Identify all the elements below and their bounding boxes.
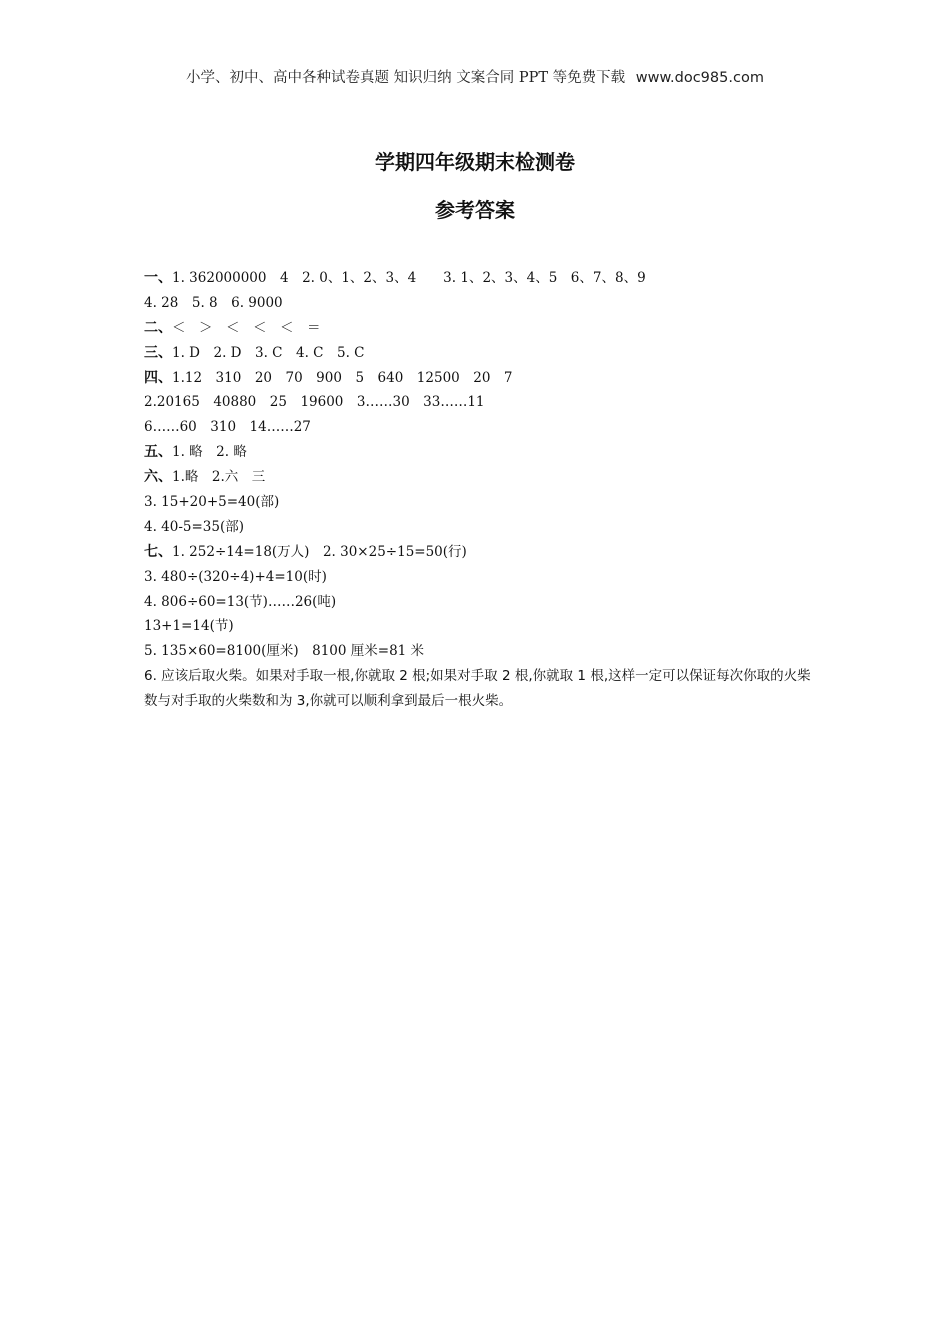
answer-text: 4. 806÷60=13(节)……26(吨) <box>144 593 337 610</box>
answer-text: 4. 28 5. 8 6. 9000 <box>144 294 283 311</box>
answer-text: ＜ ＞ ＜ ＜ ＜ ＝ <box>172 319 321 336</box>
section-label: 四、 <box>144 369 172 386</box>
answer-line <box>144 291 824 316</box>
document-subtitle: 参考答案 <box>435 198 515 222</box>
answer-paragraph: 6. 应该后取火柴。如果对手取一根,你就取 2 根;如果对手取 2 根,你就取 1 根,这样一定可以保证每次你取的火柴数与对手取的火柴数和为 3,你就可以顺利拿到最后一根火柴。 <box>144 668 811 710</box>
answer-text: 1. D 2. D 3. C 4. C 5. C <box>172 344 365 361</box>
answer-text: 6……60 310 14……27 <box>144 419 311 436</box>
answer-line <box>144 390 824 415</box>
answer-text: 2.20165 40880 25 19600 3……30 33……11 <box>144 394 485 411</box>
section-label: 二、 <box>144 319 172 336</box>
answer-line <box>144 540 824 565</box>
header-site-link[interactable]: www.doc985.com <box>635 70 764 86</box>
answer-line <box>144 639 824 664</box>
section-label: 五、 <box>144 444 172 461</box>
page-header <box>0 66 950 87</box>
answer-text: 1.略 2.六 三 <box>172 469 266 486</box>
answer-text: 5. 135×60=8100(厘米) 8100 厘米=81 米 <box>144 643 425 660</box>
answer-line <box>144 515 824 540</box>
header-text: 小学、初中、高中各种试卷真题 知识归纳 文案合同 PPT 等免费下载 <box>186 70 626 86</box>
answer-line <box>144 341 824 366</box>
section-label: 七、 <box>144 543 172 560</box>
answer-line <box>144 266 824 291</box>
answer-line <box>144 366 824 391</box>
answer-list <box>144 266 824 714</box>
answer-text: 1.12 310 20 70 900 5 640 12500 20 7 <box>172 369 513 386</box>
answer-line <box>144 565 824 590</box>
section-label: 六、 <box>144 469 172 486</box>
answer-text: 1. 略 2. 略 <box>172 444 247 461</box>
answer-line <box>144 590 824 615</box>
answer-text: 1. 252÷14=18(万人) 2. 30×25÷15=50(行) <box>172 543 467 560</box>
answer-line <box>144 440 824 465</box>
section-label: 一、 <box>144 270 172 286</box>
answer-line <box>144 614 824 639</box>
answer-line <box>144 490 824 515</box>
answer-text: 4. 40-5=35(部) <box>144 518 245 535</box>
answer-text: 13+1=14(节) <box>144 618 234 635</box>
answer-line <box>144 465 824 490</box>
answer-line <box>144 316 824 341</box>
document-title: 学期四年级期末检测卷 <box>375 150 575 174</box>
answer-text: 3. 15+20+5=40(部) <box>144 494 280 511</box>
answer-text: 3. 480÷(320÷4)+4=10(时) <box>144 568 327 585</box>
answer-text: 1. 362000000 4 2. 0、1、2、3、4 3. 1、2、3、4、5 6、7、8、9 <box>172 270 646 286</box>
answer-line <box>144 415 824 440</box>
section-label: 三、 <box>144 344 172 361</box>
